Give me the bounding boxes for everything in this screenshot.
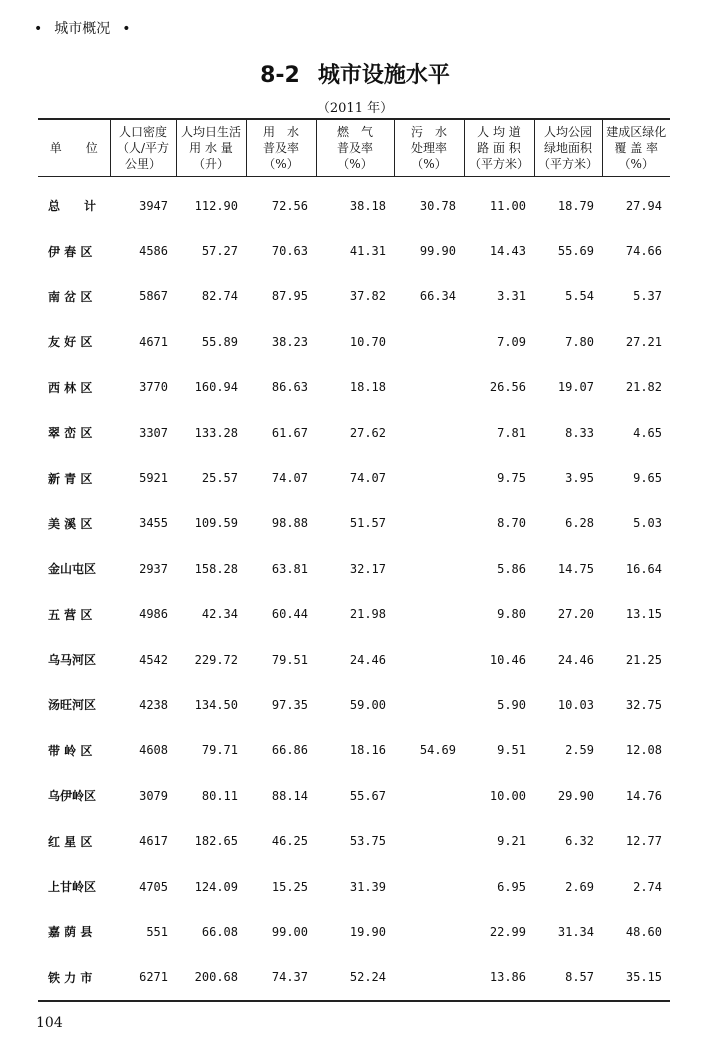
data-cell: 74.07 [271,471,308,486]
data-cell: 79.51 [271,652,308,667]
data-cell: 9.80 [497,607,526,622]
data-cell: 200.68 [194,970,238,985]
table-row [38,773,670,818]
header-bullet: • [34,21,43,37]
data-cell: 2.69 [565,879,594,894]
data-cell [394,455,464,500]
district-name: 铁 力 市 [48,970,93,985]
data-cell: 66.34 [419,289,456,304]
data-cell: 26.56 [489,380,526,395]
table-row [38,546,670,591]
data-cell: 4.65 [633,425,662,440]
district-name: 五 营 区 [48,607,93,622]
data-cell: 133.28 [194,425,238,440]
data-cell: 55.89 [201,334,238,349]
data-cell: 3947 [139,198,168,213]
table-number: 8-2 [260,63,300,88]
data-cell: 74.07 [349,471,386,486]
data-cell: 86.63 [271,380,308,395]
data-cell: 14.43 [489,244,526,259]
data-cell: 61.67 [271,425,308,440]
data-cell: 24.46 [557,652,594,667]
data-cell [394,546,464,591]
data-cell: 551 [146,924,168,939]
district-name: 上甘岭区 [48,880,97,895]
table-row [38,864,670,909]
data-cell: 19.07 [557,380,594,395]
column-header: 单 位 [38,119,110,177]
data-cell: 22.99 [489,924,526,939]
data-cell: 8.57 [565,970,594,985]
data-cell: 3.31 [497,289,526,304]
data-cell: 4671 [139,334,168,349]
data-cell: 30.78 [419,198,456,213]
data-cell: 18.18 [349,380,386,395]
data-cell: 80.11 [201,788,238,803]
column-header: 人均公园 绿地面积 （平方米） [534,119,602,177]
data-cell: 25.57 [201,471,238,486]
data-cell: 158.28 [194,561,238,576]
data-cell: 60.44 [271,607,308,622]
district-name: 嘉 荫 县 [48,925,93,940]
data-cell: 55.67 [349,788,386,803]
data-cell: 52.24 [349,970,386,985]
table-row [38,501,670,546]
table-row [38,955,670,1001]
data-cell [394,501,464,546]
data-cell [394,319,464,364]
district-name: 总 计 [48,199,97,214]
data-cell: 4238 [139,697,168,712]
data-cell: 99.90 [419,244,456,259]
data-cell: 6.95 [497,879,526,894]
data-cell: 74.66 [625,244,662,259]
table-row [38,455,670,500]
table-row [38,319,670,364]
data-cell: 6271 [139,970,168,985]
data-cell: 35.15 [625,970,662,985]
column-header: 燃 气 普及率 （%） [316,119,394,177]
data-cell: 160.94 [194,380,238,395]
data-cell: 48.60 [625,924,662,939]
district-name: 金山屯区 [48,562,97,577]
data-cell: 88.14 [271,788,308,803]
table-row [38,177,670,229]
data-cell: 27.20 [557,607,594,622]
data-cell [394,637,464,682]
district-name: 汤旺河区 [48,698,97,713]
column-header: 污 水 处理率 （%） [394,119,464,177]
data-cell: 4586 [139,244,168,259]
data-cell: 7.09 [497,334,526,349]
data-cell: 229.72 [194,652,238,667]
table-row [38,728,670,773]
data-cell: 53.75 [349,834,386,849]
data-cell: 66.86 [271,743,308,758]
data-cell: 27.94 [625,198,662,213]
data-cell: 9.51 [497,743,526,758]
header-bullet: • [122,21,131,37]
data-cell: 3079 [139,788,168,803]
data-cell: 14.76 [625,788,662,803]
district-name: 新 青 区 [48,471,93,486]
data-cell: 11.00 [489,198,526,213]
page-number: 104 [36,1015,63,1031]
data-cell: 9.75 [497,471,526,486]
data-cell: 5.90 [497,697,526,712]
data-cell: 3.95 [565,471,594,486]
data-cell: 7.80 [565,334,594,349]
data-cell: 5.03 [633,516,662,531]
data-cell: 6.32 [565,834,594,849]
data-cell: 12.77 [625,834,662,849]
district-name: 美 溪 区 [48,516,93,531]
data-cell: 5.37 [633,289,662,304]
data-cell [394,909,464,954]
data-cell: 27.21 [625,334,662,349]
data-cell [394,955,464,1001]
data-cell: 8.33 [565,425,594,440]
district-name: 友 好 区 [48,335,93,350]
data-cell [394,773,464,818]
data-cell: 182.65 [194,834,238,849]
table-row [38,909,670,954]
data-cell: 72.56 [271,198,308,213]
data-cell: 9.65 [633,471,662,486]
data-cell: 55.69 [557,244,594,259]
data-cell: 32.17 [349,561,386,576]
data-cell: 19.90 [349,924,386,939]
table-row [38,592,670,637]
data-cell: 13.86 [489,970,526,985]
data-cell: 82.74 [201,289,238,304]
data-cell: 12.08 [625,743,662,758]
year-label: （2011 年） [316,101,394,116]
data-cell: 24.46 [349,652,386,667]
district-name: 乌马河区 [48,653,97,668]
data-cell: 32.75 [625,697,662,712]
running-header [34,18,131,38]
district-name: 南 岔 区 [48,289,93,304]
data-cell: 10.03 [557,697,594,712]
table-title: 城市设施水平 [317,63,450,88]
data-cell: 59.00 [349,697,386,712]
column-header: 用 水 普及率 （%） [246,119,316,177]
data-cell: 18.79 [557,198,594,213]
data-cell: 124.09 [194,879,238,894]
table-row [38,637,670,682]
data-cell: 10.70 [349,334,386,349]
table-row [38,365,670,410]
data-cell: 42.34 [201,607,238,622]
district-name: 西 林 区 [48,380,93,395]
data-cell: 6.28 [565,516,594,531]
data-cell: 97.35 [271,697,308,712]
data-cell: 98.88 [271,516,308,531]
data-cell: 66.08 [201,924,238,939]
data-cell [394,410,464,455]
table-row [38,410,670,455]
data-cell: 9.21 [497,834,526,849]
data-cell: 37.82 [349,289,386,304]
data-cell: 8.70 [497,516,526,531]
table-row [38,274,670,319]
data-cell [394,818,464,863]
data-cell: 13.15 [625,607,662,622]
data-cell: 31.39 [349,879,386,894]
data-cell [394,592,464,637]
data-cell: 41.31 [349,244,386,259]
data-cell: 112.90 [194,198,238,213]
table-row [38,682,670,727]
district-name: 翠 峦 区 [48,426,93,441]
district-name: 带 岭 区 [48,743,93,758]
data-cell: 3770 [139,380,168,395]
data-cell: 74.37 [271,970,308,985]
data-cell: 2.59 [565,743,594,758]
column-header: 人 均 道 路 面 积 （平方米） [464,119,534,177]
data-cell: 57.27 [201,244,238,259]
data-cell: 79.71 [201,743,238,758]
district-name: 伊 春 区 [48,244,93,259]
table-row [38,228,670,273]
data-cell [394,682,464,727]
data-cell: 5921 [139,471,168,486]
data-cell: 5.54 [565,289,594,304]
data-cell: 5.86 [497,561,526,576]
data-cell: 5867 [139,289,168,304]
data-cell: 46.25 [271,834,308,849]
data-cell: 4705 [139,879,168,894]
page-title [0,58,710,89]
district-name: 红 星 区 [48,834,93,849]
data-cell: 3307 [139,425,168,440]
header-row [38,119,670,177]
table-row [38,818,670,863]
data-cell: 3455 [139,516,168,531]
data-cell: 14.75 [557,561,594,576]
data-cell: 10.00 [489,788,526,803]
data-cell: 21.25 [625,652,662,667]
data-cell: 15.25 [271,879,308,894]
data-cell: 27.62 [349,425,386,440]
data-cell: 21.82 [625,380,662,395]
data-cell: 70.63 [271,244,308,259]
data-cell: 31.34 [557,924,594,939]
section-name: 城市概况 [54,21,111,37]
data-cell [394,864,464,909]
data-cell: 51.57 [349,516,386,531]
facilities-table [38,118,670,1002]
column-header: 人均日生活 用 水 量 （升） [176,119,246,177]
data-cell: 16.64 [625,561,662,576]
data-cell: 18.16 [349,743,386,758]
data-cell [394,365,464,410]
data-cell: 7.81 [497,425,526,440]
data-cell: 63.81 [271,561,308,576]
data-cell: 2.74 [633,879,662,894]
data-cell: 54.69 [419,743,456,758]
data-cell: 4617 [139,834,168,849]
data-cell: 21.98 [349,607,386,622]
district-name: 乌伊岭区 [48,789,97,804]
data-cell: 38.23 [271,334,308,349]
data-cell: 4542 [139,652,168,667]
column-header: 人口密度 （人/平方 公里） [110,119,176,177]
data-cell: 38.18 [349,198,386,213]
data-cell: 4986 [139,607,168,622]
data-cell: 4608 [139,743,168,758]
data-cell: 10.46 [489,652,526,667]
data-cell: 109.59 [194,516,238,531]
data-cell: 2937 [139,561,168,576]
data-cell: 134.50 [194,697,238,712]
data-cell: 29.90 [557,788,594,803]
data-cell: 99.00 [271,924,308,939]
column-header: 建成区绿化 覆 盖 率 （%） [602,119,670,177]
data-cell: 87.95 [271,289,308,304]
